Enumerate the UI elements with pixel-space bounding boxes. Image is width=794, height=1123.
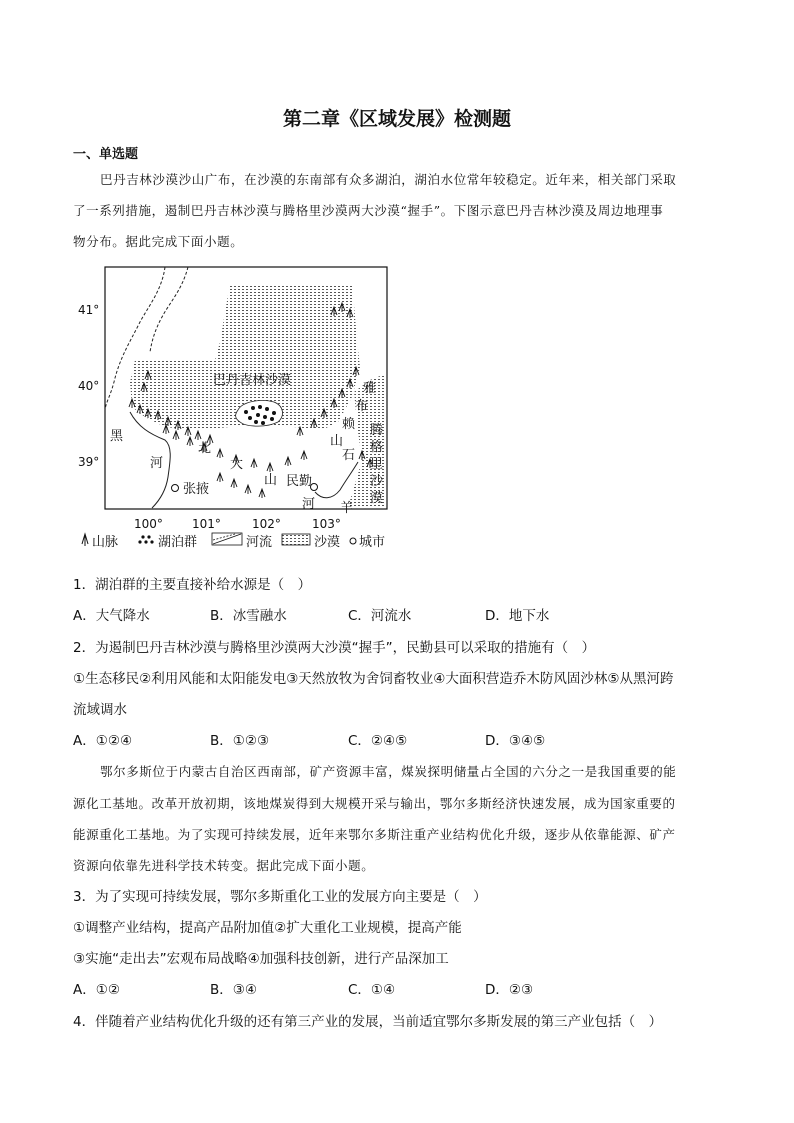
question-3-stem: 3．为了实现可持续发展，鄂尔多斯重化工业的发展方向主要是（ ） bbox=[73, 889, 487, 905]
passage2-line: 源化工基地。改革开放初期，该地煤炭得到大规模开采与输出，鄂尔多斯经济快速发展，成为国家重要的 bbox=[73, 796, 676, 811]
heihe-label-2: 河 bbox=[150, 456, 164, 471]
question-3-option-d: D．②③ bbox=[485, 982, 534, 998]
desert-legend-icon bbox=[282, 534, 310, 545]
lat-41-label: 41° bbox=[78, 303, 100, 317]
lon-101-label: 101° bbox=[192, 517, 221, 531]
beidashan-label-2: 大 bbox=[230, 457, 244, 472]
question-3-option-a: A．①② bbox=[73, 982, 120, 998]
zhangye-label: 张掖 bbox=[183, 482, 210, 497]
legend-label-lakes: 湖泊群 bbox=[158, 535, 198, 550]
river-legend-icon bbox=[212, 533, 242, 545]
desert-map-figure bbox=[70, 262, 430, 554]
minqin-label: 民勤 bbox=[286, 474, 313, 489]
question-2-option-c: C．②④⑤ bbox=[348, 733, 408, 749]
mountain-legend-icon bbox=[82, 534, 88, 546]
zhangye-city-marker bbox=[172, 485, 179, 492]
tenggeli-label-3: 里 bbox=[370, 457, 384, 472]
question-1-option-b: B．冰雪融水 bbox=[210, 608, 287, 624]
question-2-option-b: B．①②③ bbox=[210, 733, 270, 749]
question-3-option-c: C．①④ bbox=[348, 982, 396, 998]
question-4-stem: 4．伴随着产业结构优化升级的还有第三产业的发展，当前适宜鄂尔多斯发展的第三产业包括（ ） bbox=[73, 1014, 663, 1030]
heihe-label-1: 黑 bbox=[110, 429, 124, 444]
legend-label-river: 河流 bbox=[246, 535, 273, 550]
tenggeli-label-2: 格 bbox=[370, 440, 384, 455]
question-1-option-c: C．河流水 bbox=[348, 608, 412, 624]
shiyang-label-1: 石 bbox=[342, 448, 356, 463]
question-2-items-line: ①生态移民②利用风能和太阳能发电③天然放牧为舍饲畜牧业④大面积营造乔木防风固沙林⑤从黑河跨 bbox=[73, 671, 674, 687]
document-title: 第二章《区域发展》检测题 bbox=[282, 108, 511, 130]
question-2-items-line: 流域调水 bbox=[73, 702, 127, 718]
shiyang-label-2: 羊 bbox=[340, 501, 354, 516]
question-3-option-b: B．③④ bbox=[210, 982, 257, 998]
lat-40-label: 40° bbox=[78, 379, 100, 393]
legend-label-mountain: 山脉 bbox=[92, 535, 119, 550]
question-1-option-d: D．地下水 bbox=[485, 608, 550, 624]
question-3-items-line: ③实施“走出去”宏观布局战略④加强科技创新，进行产品深加工 bbox=[73, 951, 449, 967]
legend-label-desert: 沙漠 bbox=[314, 535, 341, 550]
desert-label: 巴丹吉林沙漠 bbox=[213, 373, 292, 388]
legend-label-city: 城市 bbox=[359, 535, 386, 550]
tenggeli-label-5: 漠 bbox=[370, 491, 384, 506]
lake-legend-icon bbox=[138, 535, 153, 543]
tenggeli-label-4: 沙 bbox=[370, 474, 384, 489]
passage2-line: 鄂尔多斯位于内蒙古自治区西南部，矿产资源丰富，煤炭探明储量占全国的六分之一是我国重要的能 bbox=[100, 764, 677, 779]
question-1-option-a: A．大气降水 bbox=[73, 608, 150, 624]
yabulai-label-2: 布 bbox=[355, 399, 369, 414]
yabulai-label-4: 山 bbox=[330, 434, 344, 449]
shiyang-label-3: 河 bbox=[302, 497, 316, 512]
question-2-stem: 2．为遏制巴丹吉林沙漠与腾格里沙漠两大沙漠“握手”，民勤县可以采取的措施有（ ） bbox=[73, 640, 596, 656]
lon-100-label: 100° bbox=[134, 517, 163, 531]
passage2-line: 资源向依靠先进科学技术转变。据此完成下面小题。 bbox=[73, 858, 375, 873]
question-3-items-line: ①调整产业结构，提高产品附加值②扩大重化工业规模，提高产能 bbox=[73, 920, 462, 936]
question-2-option-a: A．①②④ bbox=[73, 733, 133, 749]
beidashan-label-3: 山 bbox=[264, 473, 278, 488]
yabulai-label-1: 雅 bbox=[363, 381, 377, 396]
question-2-option-d: D．③④⑤ bbox=[485, 733, 546, 749]
beidashan-label-1: 北 bbox=[198, 441, 212, 456]
yabulai-label-3: 赖 bbox=[342, 417, 356, 432]
section-heading: 一、单选题 bbox=[73, 147, 139, 162]
passage1-line: 了一系列措施，遏制巴丹吉林沙漠与腾格里沙漠两大沙漠“握手”。下图示意巴丹吉林沙漠及周边地理事 bbox=[73, 203, 664, 218]
passage1-line: 物分布。据此完成下面小题。 bbox=[73, 234, 244, 249]
question-1-stem: 1．湖泊群的主要直接补给水源是（ ） bbox=[73, 577, 312, 593]
lat-39-label: 39° bbox=[78, 455, 100, 469]
passage2-line: 能源重化工基地。为了实现可持续发展，近年来鄂尔多斯注重产业结构优化升级，逐步从依靠能源、矿产 bbox=[73, 827, 676, 842]
lon-102-label: 102° bbox=[252, 517, 281, 531]
map-legend bbox=[82, 533, 385, 550]
lon-103-label: 103° bbox=[312, 517, 341, 531]
passage1-line: 巴丹吉林沙漠沙山广布，在沙漠的东南部有众多湖泊，湖泊水位常年较稳定。近年来，相关部门采取 bbox=[100, 172, 677, 187]
tenggeli-label-1: 腾 bbox=[370, 423, 384, 438]
city-legend-icon bbox=[350, 538, 356, 544]
